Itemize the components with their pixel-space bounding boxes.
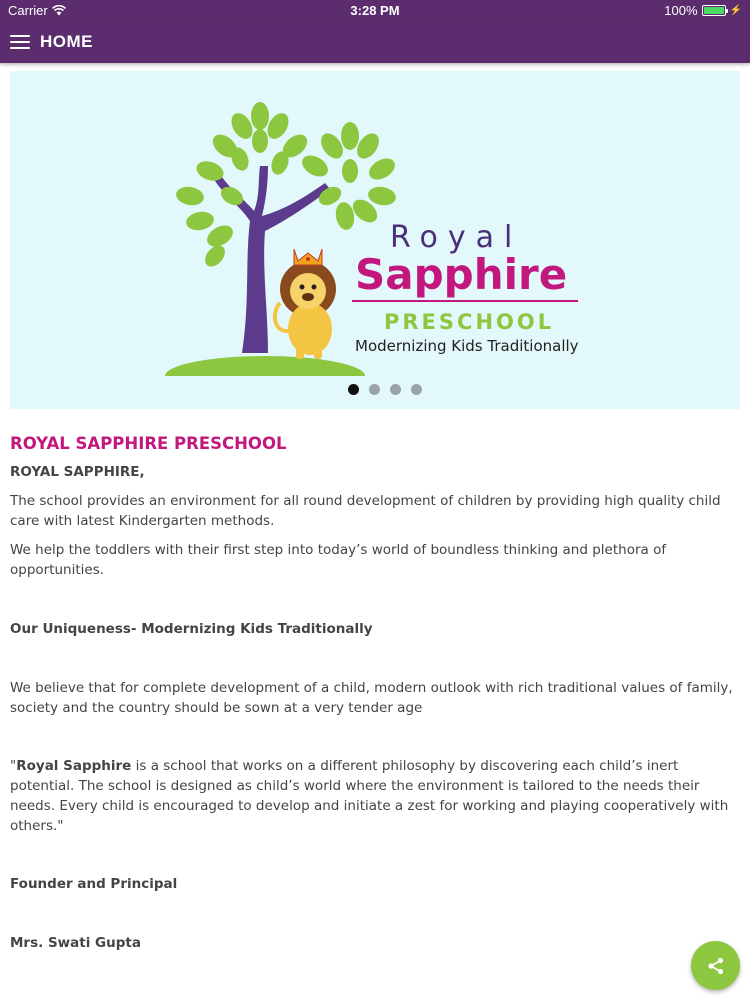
page-title: HOME bbox=[40, 31, 93, 51]
quote-body: is a school that works on a different philosophy by discovering each child’s inert potential. The school is designed as child’s world where the environment is tailored to the needs their needs. Every child is encouraged to develop and initiate a zest for working and playing cooperatively with others." bbox=[10, 758, 729, 834]
quote-open: " bbox=[10, 758, 17, 774]
app-bar bbox=[0, 20, 750, 63]
battery-percent: 100% bbox=[664, 3, 698, 18]
logo-tagline: Modernizing Kids Traditionally bbox=[355, 337, 579, 355]
description-paragraph-1: The school provides an environment for all round development of children by providing high quality child care with latest Kindergarten methods. bbox=[10, 493, 721, 529]
about-content bbox=[10, 432, 740, 953]
battery-icon bbox=[702, 5, 726, 16]
carousel-dot-2[interactable] bbox=[369, 384, 380, 395]
description-paragraph-2: We help the toddlers with their first step into today’s world of boundless thinking and plethora of opportunities. bbox=[10, 542, 667, 578]
charging-icon: ⚡ bbox=[729, 5, 742, 16]
hamburger-icon bbox=[10, 35, 30, 49]
school-subtitle: ROYAL SAPPHIRE, bbox=[10, 464, 145, 480]
logo-text-sapphire: Sapphire bbox=[355, 250, 568, 299]
logo-text-royal: Royal bbox=[390, 220, 523, 255]
school-heading: ROYAL SAPPHIRE PRESCHOOL bbox=[10, 434, 287, 453]
belief-paragraph: We believe that for complete development of a child, modern outlook with rich traditional values of family, society and the country should be sown at a very tender age bbox=[10, 680, 733, 716]
carousel-dot-1[interactable] bbox=[348, 384, 359, 395]
carousel-indicator bbox=[10, 384, 740, 395]
status-bar bbox=[0, 0, 750, 20]
uniqueness-heading: Our Uniqueness- Modernizing Kids Traditionally bbox=[10, 621, 373, 637]
founder-name: Mrs. Swati Gupta bbox=[10, 935, 141, 951]
quote-school-name: Royal Sapphire bbox=[16, 758, 132, 774]
status-time: 3:28 PM bbox=[350, 3, 400, 18]
carousel-dot-3[interactable] bbox=[390, 384, 401, 395]
founder-title: Founder and Principal bbox=[10, 876, 178, 892]
share-icon bbox=[706, 956, 726, 976]
carousel-dot-4[interactable] bbox=[411, 384, 422, 395]
logo-text-preschool: PRESCHOOL bbox=[384, 310, 555, 334]
share-button[interactable] bbox=[691, 941, 740, 990]
lion-mascot bbox=[275, 249, 336, 359]
school-logo bbox=[10, 71, 740, 409]
menu-button[interactable] bbox=[0, 20, 40, 63]
banner-carousel[interactable] bbox=[10, 71, 740, 409]
battery-indicator bbox=[664, 3, 742, 18]
carrier-label: Carrier bbox=[8, 3, 48, 18]
quote-paragraph bbox=[10, 756, 740, 836]
